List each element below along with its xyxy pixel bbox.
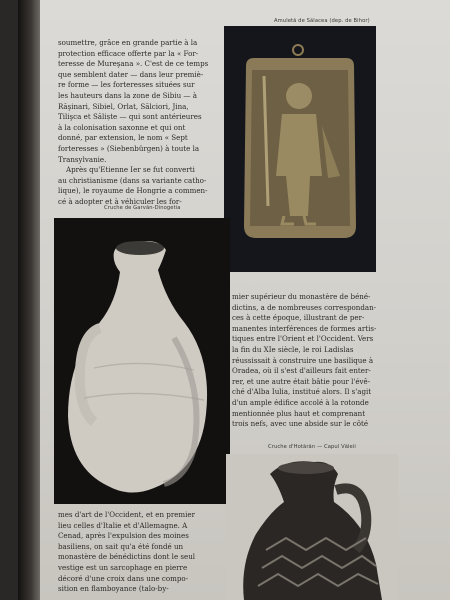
text-line: rer, et une autre était bâtie pour l'évê- — [232, 376, 371, 386]
text-line: vestige est un sarcophage en pierre — [58, 562, 188, 572]
text-line: mes d'art de l'Occident, et en premier — [58, 510, 195, 519]
text-line: décoré d'une croix dans une compo- — [58, 573, 189, 583]
text-line: Après qu'Etienne Ier se fut converti — [66, 165, 195, 175]
text-line: au christianisme (dans sa variante catho- — [58, 175, 207, 185]
text-line: à la colonisation saxonne et qui ont — [58, 122, 186, 132]
text-line: soumettre, grâce en grande partie à la — [58, 38, 198, 47]
pitcher1-caption: Cruche de Garvăn-Dinogetia — [104, 205, 181, 211]
text-line: sition en flamboyance (talo-by- — [58, 584, 169, 594]
pitcher2-photo — [226, 454, 398, 600]
text-line: ché d'Alba Iulia, institué alors. Il s'agit — [232, 387, 372, 397]
text-line: Răşinari, Sibiel, Orlat, Sălciori, Jina, — [58, 101, 189, 111]
text-line: que semblent dater — dans leur premiè- — [58, 69, 204, 79]
amulet-photo — [224, 26, 376, 272]
text-line: Cenad, après l'expulsion des moines — [58, 531, 189, 541]
amulet-caption: Amuletă de Sălacea (dep. de Bihor) — [274, 18, 370, 24]
pitcher1-photo — [54, 218, 230, 504]
text-column-bottom — [58, 510, 228, 595]
text-line: re forme — les forteresses situées sur — [58, 80, 195, 90]
decorated-pitcher-icon — [226, 454, 398, 600]
book-page — [18, 0, 450, 600]
text-line: d'un ample édifice accolé à la rotonde — [232, 397, 369, 407]
text-line: trois nefs, avec une abside sur le côté — [232, 419, 369, 429]
amulet-icon — [224, 26, 376, 272]
text-line: teresse de Mureşana ». C'est de ce temps — [58, 59, 209, 69]
text-line: la fin du XIe siècle, le roi Ladislas — [232, 344, 354, 354]
book-spine — [18, 0, 40, 600]
text-line: protection efficace offerte par la « For- — [58, 48, 199, 58]
text-line: Transylvanie. — [58, 154, 107, 164]
text-line: les hauteurs dans la zone de Sibiu — à — [58, 90, 197, 100]
text-line: Tilişca et Săliște — qui sont antérieures — [58, 112, 202, 122]
text-line: lieu celles d'Italie et d'Allemagne. A — [58, 520, 188, 530]
text-line: mier supérieur du monastère de béné- — [232, 292, 371, 301]
text-line: donné, par extension, le nom « Sept — [58, 133, 188, 143]
text-line: lique), le royaume de Hongrie a commen- — [58, 186, 208, 196]
text-line: Oradea, où il s'est d'ailleurs fait enter- — [232, 366, 371, 376]
text-line: mentionnée plus haut et comprenant — [232, 408, 366, 418]
text-line: cé à adopter et à véhiculer les for- — [58, 196, 182, 206]
text-line: ces à cette époque, illustrant de per- — [232, 313, 365, 323]
pitcher2-caption: Cruche d'Hotărăn — Capul Văleii — [268, 444, 356, 450]
text-line: tiques entre l'Orient et l'Occident. Vers — [232, 334, 374, 344]
text-column-middle — [232, 292, 402, 430]
text-line: monastère de bénédictins dont le seul — [58, 552, 196, 562]
text-line: manentes interférences de formes artis- — [232, 323, 377, 333]
text-column-top — [58, 38, 228, 208]
text-line: réussissait à construire une basilique à — [232, 355, 374, 365]
text-line: forteresses » (Siebenbürgen) à toute la — [58, 143, 200, 153]
pitcher-icon — [54, 218, 230, 504]
text-line: dictins, a de nombreuses correspondan- — [232, 302, 377, 312]
text-line: basiliens, on sait qu'a été fondé un — [58, 541, 184, 551]
